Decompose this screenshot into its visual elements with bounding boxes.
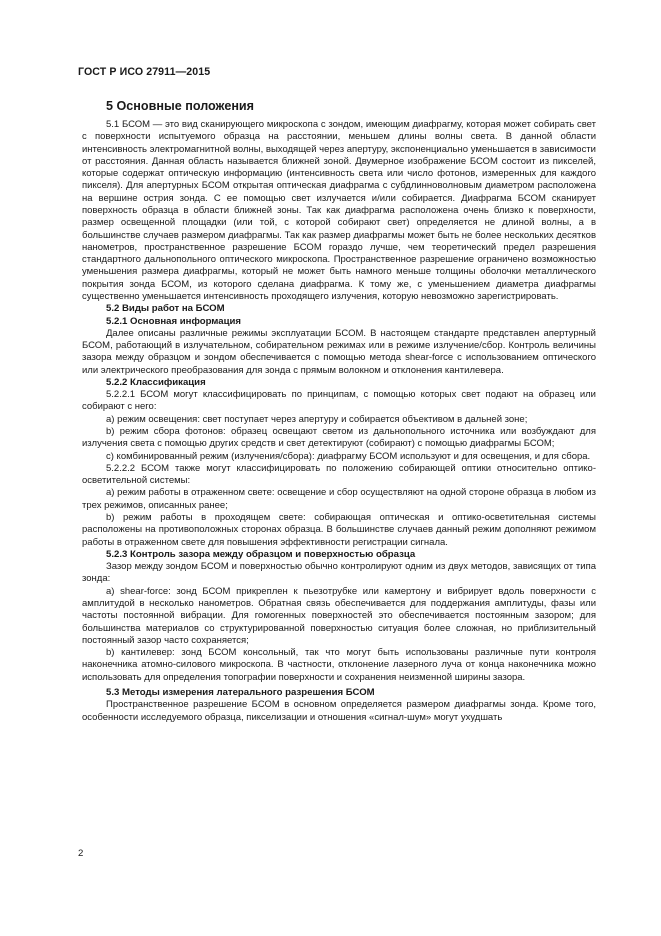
paragraph-5-1: 5.1 БСОМ — это вид сканирующего микроскопа с зондом, имеющим диафрагму, которая может собирать свет с поверхности испытуемого образца на расстоянии, меньшем длины волны света. В данной области интенсивность электромагнитной волны, выходящей через апертуру, экспоненциально уменьшается в зависимости от расстояния. Данная область называется ближней зоной. Двумерное изображение БСОМ состоит из пикселей, которые содержат оптическую информацию (интенсивность света или число фотонов, измеренных для каждого пикселя). Для апертурных БСОМ открытая оптическая диафрагма с субдлинноволновым диаметром расположена на вершине острия зонда. С ее помощью свет излучается и/или собирается. Диафрагма БСОМ сканирует поверхность образца в области ближней зоны. Так как диафрагма расположена очень близко к поверхности, размер освещенной площадки (или той, с которой собирают свет) определяется не длиной волны, а в большинстве случаев размером диафрагмы. Так как размер диафрагмы может быть не более нескольких десятков нанометров, пространственное разрешение БСОМ гораздо лучше, чем теоретический предел разрешения стандартного дальнопольного оптического микроскопа. Пространственное разрешение ограничено возможностью уменьшения размера диафрагмы, который не может быть намного меньше толщины оболочки металлического покрытия зонда БСОМ, из которого сделана диафрагма. К тому же, с уменьшением диаметра диафрагмы существенно уменьшается интенсивность проходящего излучения, которую невозможно зарегистрировать. [82, 119, 596, 302]
heading-5-3: 5.3 Методы измерения латерального разрешения БСОМ [106, 686, 375, 698]
list-item-reflection-mode: а) режим работы в отраженном свете: освещение и сбор осуществляют на одной стороне образца в любом из трех режимов, описанных ранее; [82, 487, 596, 511]
page-number: 2 [78, 848, 84, 859]
section-title: 5 Основные положения [106, 99, 255, 113]
list-item-transmission-mode: b) режим работы в проходящем свете: собирающая оптическая и оптико-осветительная системы расположены на противоположных сторонах образца. В большинстве случаев данный режим дополняют режимом работы в отраженном свете для повышения эффективности регистрации сигнала. [82, 512, 596, 548]
paragraph-5-2-3: Зазор между зондом БСОМ и поверхностью обычно контролируют одним из двух методов, зависящих от типа зонда: [82, 561, 596, 585]
list-item-illumination-mode: а) режим освещения: свет поступает через апертуру и собирается объективом в дальней зоне; [106, 413, 528, 425]
paragraph-5-3: Пространственное разрешение БСОМ в основном определяется размером диафрагмы зонда. Кроме того, особенности исследуемого образца, пикселизации и отношения «сигнал-шум» могут ухудшать [82, 699, 596, 723]
list-item-cantilever: b) кантилевер: зонд БСОМ консольный, так что могут быть использованы различные пути контроля наконечника атомно-силового микроскопа. В частности, отклонение лазерного луча от конца наконечника можно использовать для определения топографии поверхности и сохранения неизменной ширины зазора. [82, 647, 596, 683]
paragraph-5-2-2-2: 5.2.2.2 БСОМ также могут классифицировать по положению собирающей оптики относительно оптико-осветительной системы: [82, 462, 596, 487]
heading-5-2-1: 5.2.1 Основная информация [106, 315, 242, 327]
document-header: ГОСТ Р ИСО 27911—2015 [78, 66, 211, 78]
paragraph-5-2-2-1: 5.2.2.1 БСОМ могут классифицировать по принципам, с помощью которых свет подают на образец или собирают с него: [82, 389, 596, 413]
document-body [82, 119, 596, 724]
paragraph-5-2-1: Далее описаны различные режимы эксплуатации БСОМ. В настоящем стандарте представлен апертурный БСОМ, работающий в излучательном, собирательном режимах или в режиме излучение/сбор. Контроль величины зазора между образцом и зондом обеспечивается с помощью метода shear-force с использованием оптического или электрического преобразования для зонда с прямым волокном и отклонения кантилевера. [82, 327, 596, 376]
list-item-shear-force: а) shear-force: зонд БСОМ прикреплен к пьезотрубке или камертону и вибрирует вдоль поверхности с амплитудой в несколько нанометров. Обратная связь обеспечивается для поддержания амплитуды, фазы или частоты постоянной вибрации. Для гомогенных поверхностей это обеспечивается постоянным зазором; для большинства материалов со структурированной поверхностью ситуация более сложная, но приблизительный постоянный зазор часто сохраняется; [82, 585, 596, 646]
heading-5-2-3: 5.2.3 Контроль зазора между образцом и поверхностью образца [106, 548, 416, 560]
heading-5-2: 5.2 Виды работ на БСОМ [106, 303, 225, 315]
list-item-combined-mode: c) комбинированный режим (излучения/сбора): диафрагму БСОМ используют и для освещения, и для сбора. [106, 450, 591, 462]
heading-5-2-2: 5.2.2 Классификация [106, 376, 206, 388]
list-item-collection-mode: b) режим сбора фотонов: образец освещают светом из дальнопольного источника или возбуждают для излучения света с помощью других средств и свет детектируют (собирают) с помощью диафрагмы БСОМ; [82, 426, 596, 450]
